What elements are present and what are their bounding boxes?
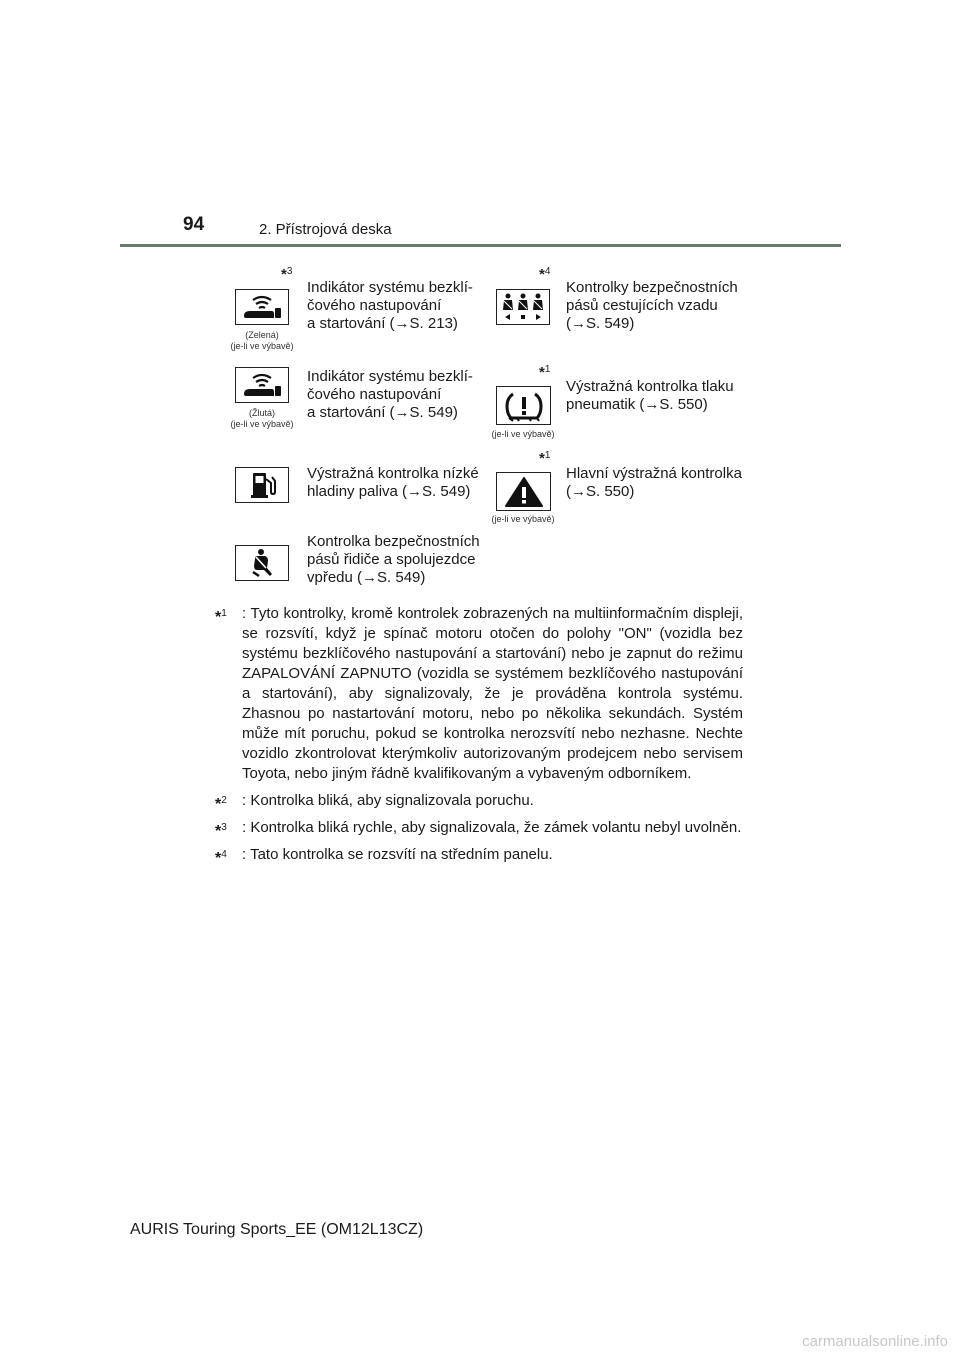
footnote-3: *$^3$ : Kontrolka bliká rychle, aby signalizovala, že zámek volantu nebyl uvolněn.: [215, 819, 742, 840]
footnote-mark: *$^1$: [539, 364, 551, 381]
footnote-1: *$^1$ : Tyto kontrolky, kromě kontrolek zobrazených na multiinformačním displeji, se rozsvítí, když je spínač motoru otočen do polohy "ON" (vozidla bez systému bezklíčového nastupování a startování) nebo je zapnut do režimu ZAPALOVÁNÍ ZAPNUTO (vozidla se systémem bezklíčového nastupování a startování), aby signalizovaly, že je prováděna kontrola systému. Zhasnou po nastartování motoru, nebo po několika sekundách. Systém může mít poruchu, pokud se kontrolka nerozsvítí nebo nezhasne. Nechte vozidlo zkontrolovat kterýmkoliv autorizovaným prodejcem nebo servisem Toyota, nebo jiným řádně kvalifikovaným a vybaveným odborníkem.: [215, 605, 743, 782]
footnote-mark: *$^4$: [539, 266, 551, 283]
icon-caption: (je-li ve výbavě): [491, 514, 555, 524]
master-warning-icon: [496, 472, 551, 511]
icon-caption: (Žlutá) (je-li ve výbavě): [230, 408, 294, 429]
footnote-4: *$^4$ : Tato kontrolka se rozsvítí na středním panelu.: [215, 846, 553, 867]
footnote-mark: *$^3$: [281, 266, 293, 283]
indicator-description: Kontrolka bezpečnostních pásů řidiče a spolujezdce vpředu (→S. 549): [307, 533, 480, 586]
indicator-description: Indikátor systému bezklí- čového nastupování a startování (→S. 213): [307, 279, 473, 332]
indicator-description: Kontrolky bezpečnostních pásů cestujících vzadu (→S. 549): [566, 279, 738, 332]
rear-seatbelt-icon: [496, 289, 550, 325]
tire-pressure-icon: [496, 386, 551, 425]
indicator-description: Výstražná kontrolka tlaku pneumatik (→S. 550): [566, 378, 734, 413]
icon-caption: (Zelená) (je-li ve výbavě): [230, 330, 294, 351]
section-title: 2. Přístrojová deska: [259, 221, 392, 238]
page-number: 94: [183, 214, 205, 235]
footnote-mark: *$^1$: [539, 450, 551, 467]
icon-caption: (je-li ve výbavě): [491, 429, 555, 439]
fuel-icon: [235, 467, 289, 503]
footer-model: AURIS Touring Sports_EE (OM12L13CZ): [130, 1221, 424, 1238]
smart-entry-icon: [235, 289, 289, 325]
smart-entry-icon: [235, 367, 289, 403]
footnote-2: *$^2$ : Kontrolka bliká, aby signalizovala poruchu.: [215, 792, 534, 813]
indicator-description: Výstražná kontrolka nízké hladiny paliva (→S. 549): [307, 465, 479, 500]
watermark: carmanualsonline.info: [802, 1333, 948, 1350]
seatbelt-icon: [235, 545, 289, 581]
indicator-description: Indikátor systému bezklí- čového nastupování a startování (→S. 549): [307, 368, 473, 421]
indicator-description: Hlavní výstražná kontrolka (→S. 550): [566, 465, 742, 500]
header-rule: [120, 244, 841, 247]
footnotes: [215, 604, 743, 872]
